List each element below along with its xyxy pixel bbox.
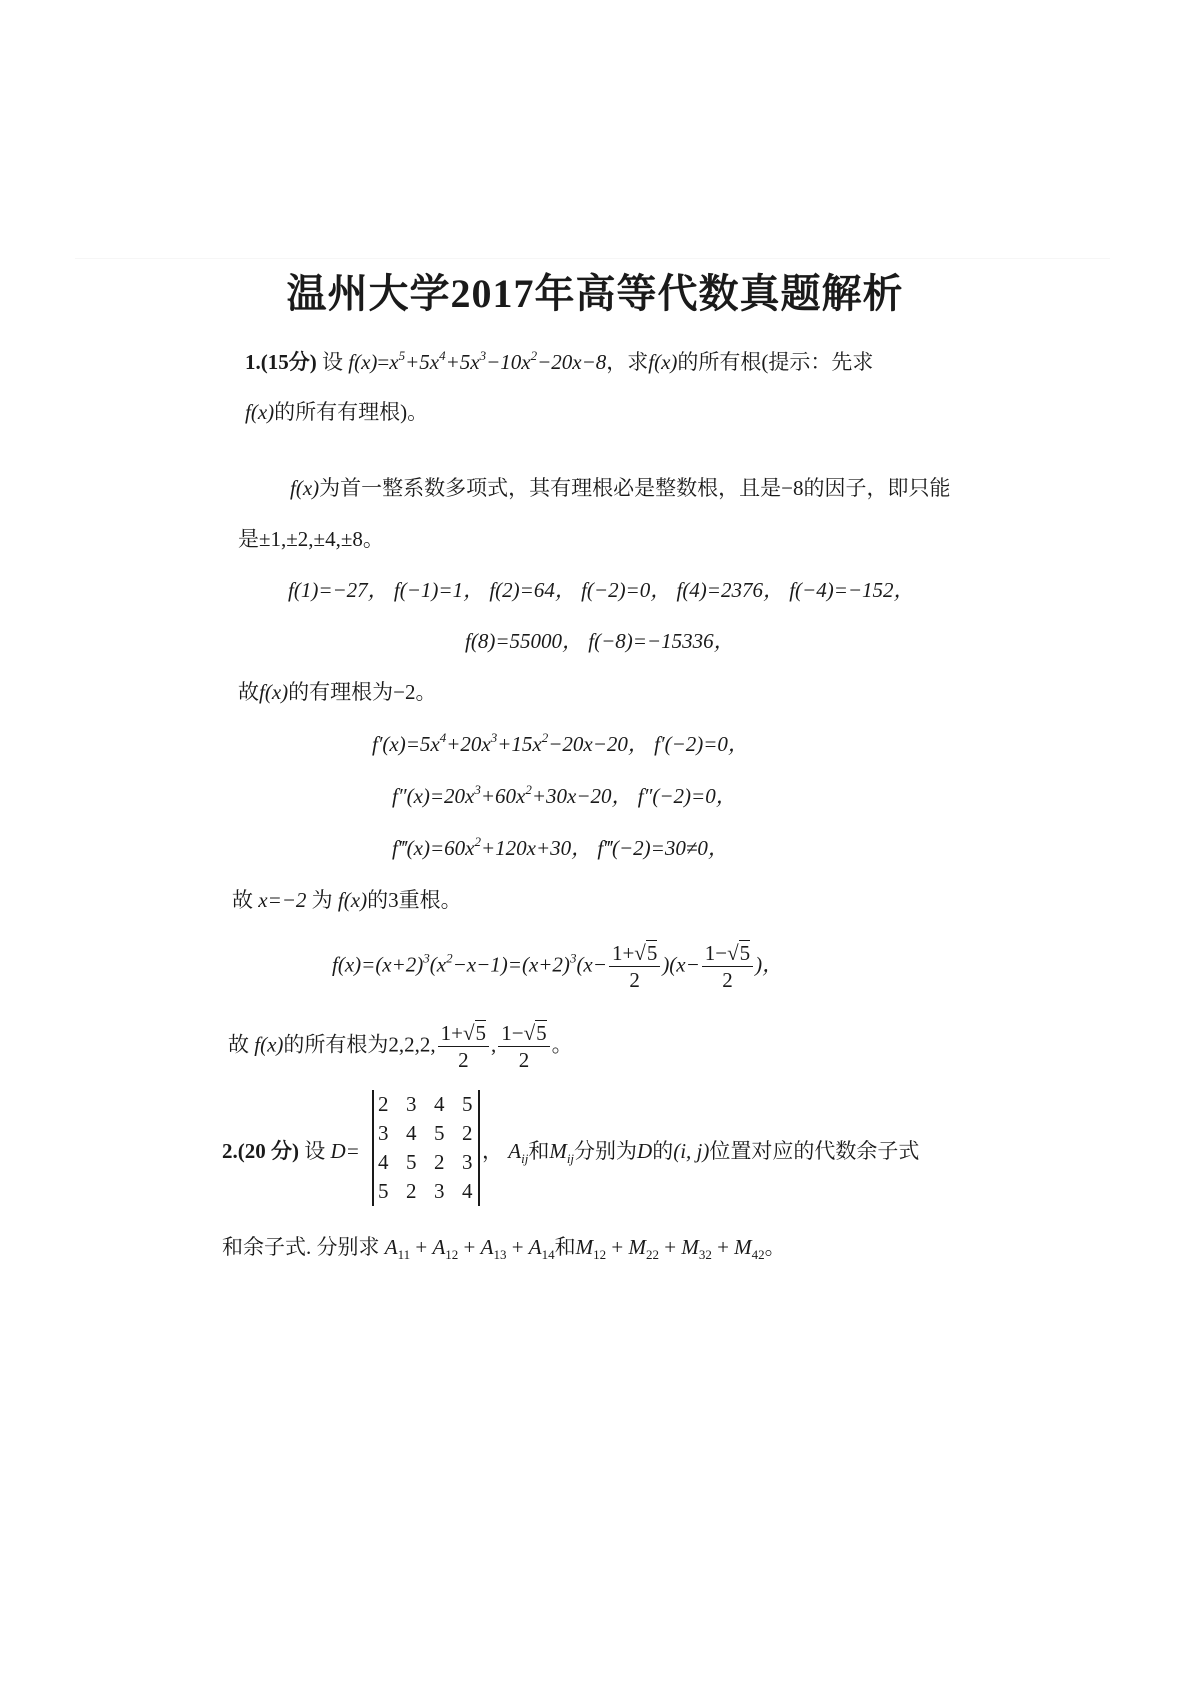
problem2-line2: 和余子式. 分别求 $A_{11} + A_{12} + A_{13} + A_{14}$和$M_{12} + M_{22} + M_{32} + M_{42}$。 xyxy=(222,1235,786,1262)
text: 故 xyxy=(228,1032,249,1057)
matrix-cell: 2 xyxy=(462,1121,473,1145)
poly: $x^5+5x^4+5x^3-10x^2-20x-8$ xyxy=(389,348,607,374)
all-roots-line: 故 f(x)的所有根为2,2,2, $\frac{1+√5}{2}$ , $\frac{1-√5}{2}$ 。 xyxy=(228,1021,573,1072)
sum-minors: $M_{12} + M_{22} + M_{32} + M_{42}$ xyxy=(575,1235,765,1262)
text: 故 xyxy=(238,680,259,704)
text: 设 xyxy=(322,350,343,374)
problem2-label-line xyxy=(222,1137,360,1165)
third-derivative: $f‴(x)=60x^2+120x+30$， f‴(−2)=30≠0， xyxy=(392,834,729,860)
scan-artifact xyxy=(75,258,1110,259)
matrix-cell: 2 xyxy=(378,1092,389,1116)
matrix-row xyxy=(378,1119,474,1148)
text: 的所有有理根)。 xyxy=(274,400,429,424)
second-derivative: $f''(x)=20x^3+60x^2+30x-20$， f″(−2)=0， xyxy=(392,782,737,808)
fx: f(x) xyxy=(245,400,275,424)
determinant-matrix xyxy=(372,1090,480,1206)
text: 为 xyxy=(311,888,333,912)
matrix-cell: 3 xyxy=(378,1121,389,1145)
matrix-cell: 3 xyxy=(462,1150,473,1174)
matrix-row xyxy=(378,1148,474,1177)
problem1-label: 1.(15分) xyxy=(245,350,317,374)
fx: f(x) xyxy=(348,350,378,374)
matrix-row xyxy=(378,1177,474,1206)
solution-line1 xyxy=(290,474,951,502)
problem1-statement xyxy=(245,348,873,376)
function-values-2: f(8)=55000， f(−8)=−15336， xyxy=(465,629,735,653)
text: = xyxy=(377,350,390,374)
fx: f(x) xyxy=(337,888,368,912)
matrix-cell: 5 xyxy=(406,1150,417,1174)
text: 故 xyxy=(232,888,253,912)
matrix-row xyxy=(378,1090,474,1119)
fx: f(x) xyxy=(259,680,289,704)
fx: f(x) xyxy=(290,476,320,500)
triple-root-line xyxy=(232,886,462,914)
text: D= xyxy=(330,1139,360,1163)
text: x=−2 xyxy=(258,888,307,912)
matrix-cell: 4 xyxy=(434,1092,445,1116)
matrix-cell: 3 xyxy=(406,1092,417,1116)
matrix-cell: 2 xyxy=(406,1179,417,1203)
problem2-statement: ， $A_{ij}$和$M_{ij}$分别为D的(i, j)位置对应的代数余子式 xyxy=(482,1139,920,1166)
first-derivative: $f'(x)=5x^4+20x^3+15x^2-20x-20$， f′(−2)=0， xyxy=(372,730,749,756)
page-title: 温州大学2017年高等代数真题解析 xyxy=(286,271,904,316)
matrix-cell: 5 xyxy=(378,1179,389,1203)
solution-line2: 是±1,±2,±4,±8。 xyxy=(238,527,384,551)
problem1-statement-line2 xyxy=(245,398,428,426)
rational-root-line xyxy=(238,678,437,706)
text: 设 xyxy=(304,1139,326,1163)
matrix-cell: 4 xyxy=(462,1179,473,1203)
matrix-cell: 5 xyxy=(434,1121,445,1145)
factorization: $f(x)=(x+2)^3(x^2-x-1)=(x+2)^3(x-$ $\frac{1+√5}{2}$ )(x− $\frac{1-√5}{2}$ )， xyxy=(332,941,784,992)
fx: f(x) xyxy=(254,1032,284,1057)
matrix-cell: 4 xyxy=(406,1121,417,1145)
text: 为首一整系数多项式，其有理根必是整数根，且是−8的因子，即只能 xyxy=(319,476,951,500)
fx: f(x) xyxy=(648,350,678,374)
text: 的有理根为−2。 xyxy=(288,680,437,704)
sum-cofactors: $A_{11} + A_{12} + A_{13} + A_{14}$ xyxy=(384,1235,555,1262)
matrix-cell: 3 xyxy=(434,1179,445,1203)
matrix-cell: 4 xyxy=(378,1150,389,1174)
text: 的3重根。 xyxy=(367,888,462,912)
function-values-1: f(1)=−27， f(−1)=1， f(2)=64， f(−2)=0， f(4)=2376， f(−4)=−152， xyxy=(288,578,915,602)
matrix-cell: 5 xyxy=(462,1092,473,1116)
text: 的所有根(提示：先求 xyxy=(677,350,874,374)
text: ，求 xyxy=(606,350,649,374)
problem2-label: 2.(20 分) xyxy=(222,1139,299,1163)
text: 的所有根为2,2,2, xyxy=(283,1032,436,1057)
matrix-cell: 2 xyxy=(434,1150,445,1174)
